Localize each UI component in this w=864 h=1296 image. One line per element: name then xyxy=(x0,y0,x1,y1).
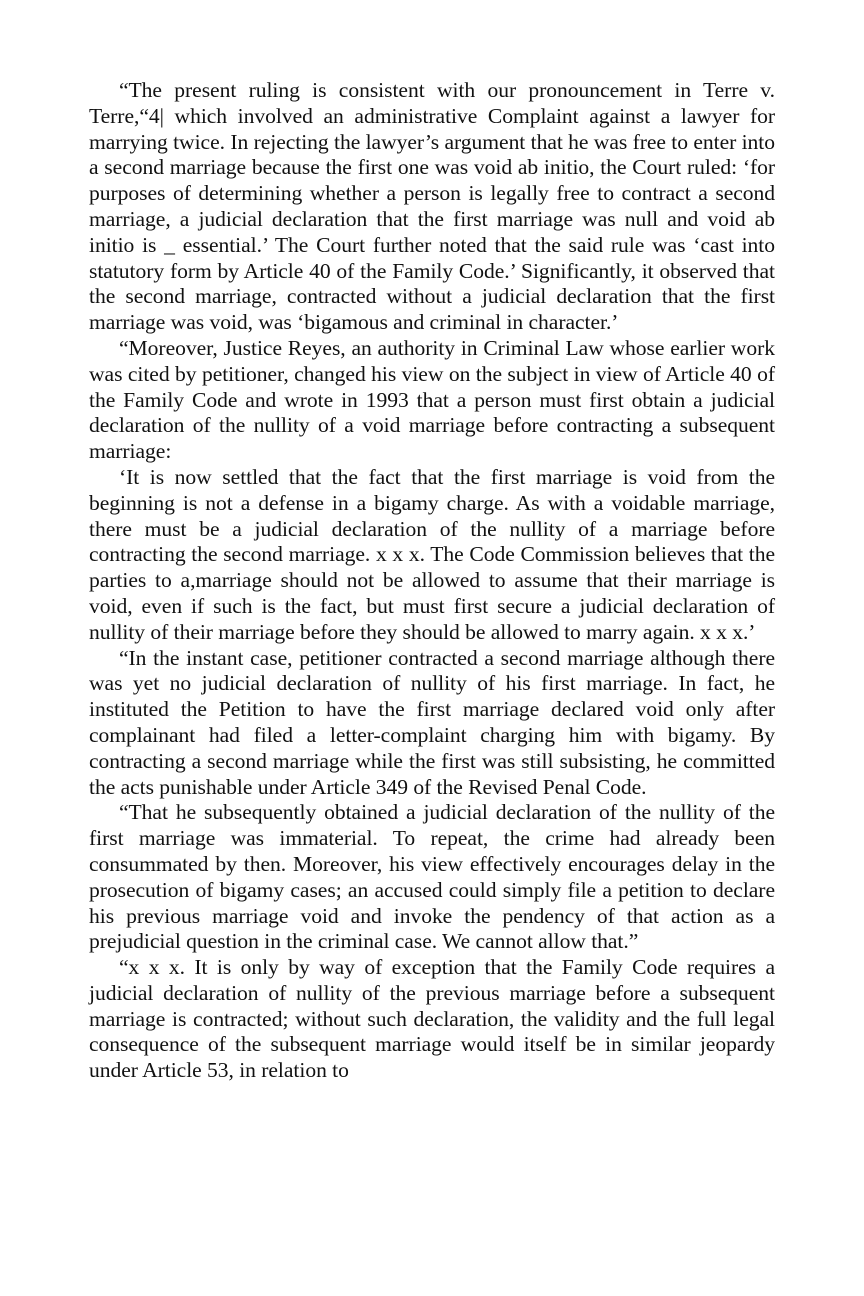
paragraph-terre-ruling: “The present ruling is consistent with our pronouncement in Terre v. Terre,“4| which involved an administrative Complaint against a lawyer for marrying twice. In rejecting the lawyer’s argument that he was free to enter into a second marriage because the first one was void ab initio, the Court ruled: ‘for purposes of determining whether a person is legally free to contract a second marriage, a judicial declaration that the first marriage was null and void ab initio is _ essential.’ The Court further noted that the said rule was ‘cast into statutory form by Article 40 of the Family Code.’ Significantly, it observed that the second marriage, contracted without a judicial declaration that the first marriage was void, was ‘bigamous and criminal in character.’ xyxy=(89,78,775,335)
paragraph-subsequent-declaration: “That he subsequently obtained a judicial declaration of the nullity of the first marriage was immaterial. To repeat, the crime had already been consummated by then. Moreover, his view effectively encourages delay in the prosecution of bigamy cases; an accused could simply file a petition to declare his previous marriage void and invoke the pendency of that action as a prejudicial question in the criminal case. We cannot allow that.” xyxy=(89,800,775,954)
paragraph-family-code-exception: “x x x. It is only by way of exception that the Family Code requires a judicial declaration of nullity of the previous marriage before a subsequent marriage is contracted; without such declaration, the validity and the full legal consequence of the subsequent marriage would itself be in similar jeopardy under Article 53, in relation to xyxy=(89,955,775,1083)
paragraph-instant-case: “In the instant case, petitioner contracted a second marriage although there was yet no judicial declaration of nullity of his first marriage. In fact, he instituted the Petition to have the first marriage declared void only after complainant had filed a letter-complaint charging him with bigamy. By contracting a second marriage while the first was still subsisting, he committed the acts punishable under Article 349 of the Revised Penal Code. xyxy=(89,645,775,799)
paragraph-justice-reyes: “Moreover, Justice Reyes, an authority in Criminal Law whose earlier work was cited by petitioner, changed his view on the subject in view of Article 40 of the Family Code and wrote in 1993 that a person must first obtain a judicial declaration of the nullity of a void marriage before contracting a subsequent marriage: xyxy=(89,335,775,464)
paragraph-reyes-quote: ‘It is now settled that the fact that the first marriage is void from the beginning is not a defense in a bigamy charge. As with a voidable marriage, there must be a judicial declaration of the nullity of a marriage before contracting the second marriage. x x x. The Code Commission believes that the parties to a,marriage should not be allowed to assume that their marriage is void, even if such is the fact, but must first secure a judicial declaration of nullity of their marriage before they should be allowed to marry again. x x x.’ xyxy=(89,464,775,644)
document-body xyxy=(89,78,775,1084)
